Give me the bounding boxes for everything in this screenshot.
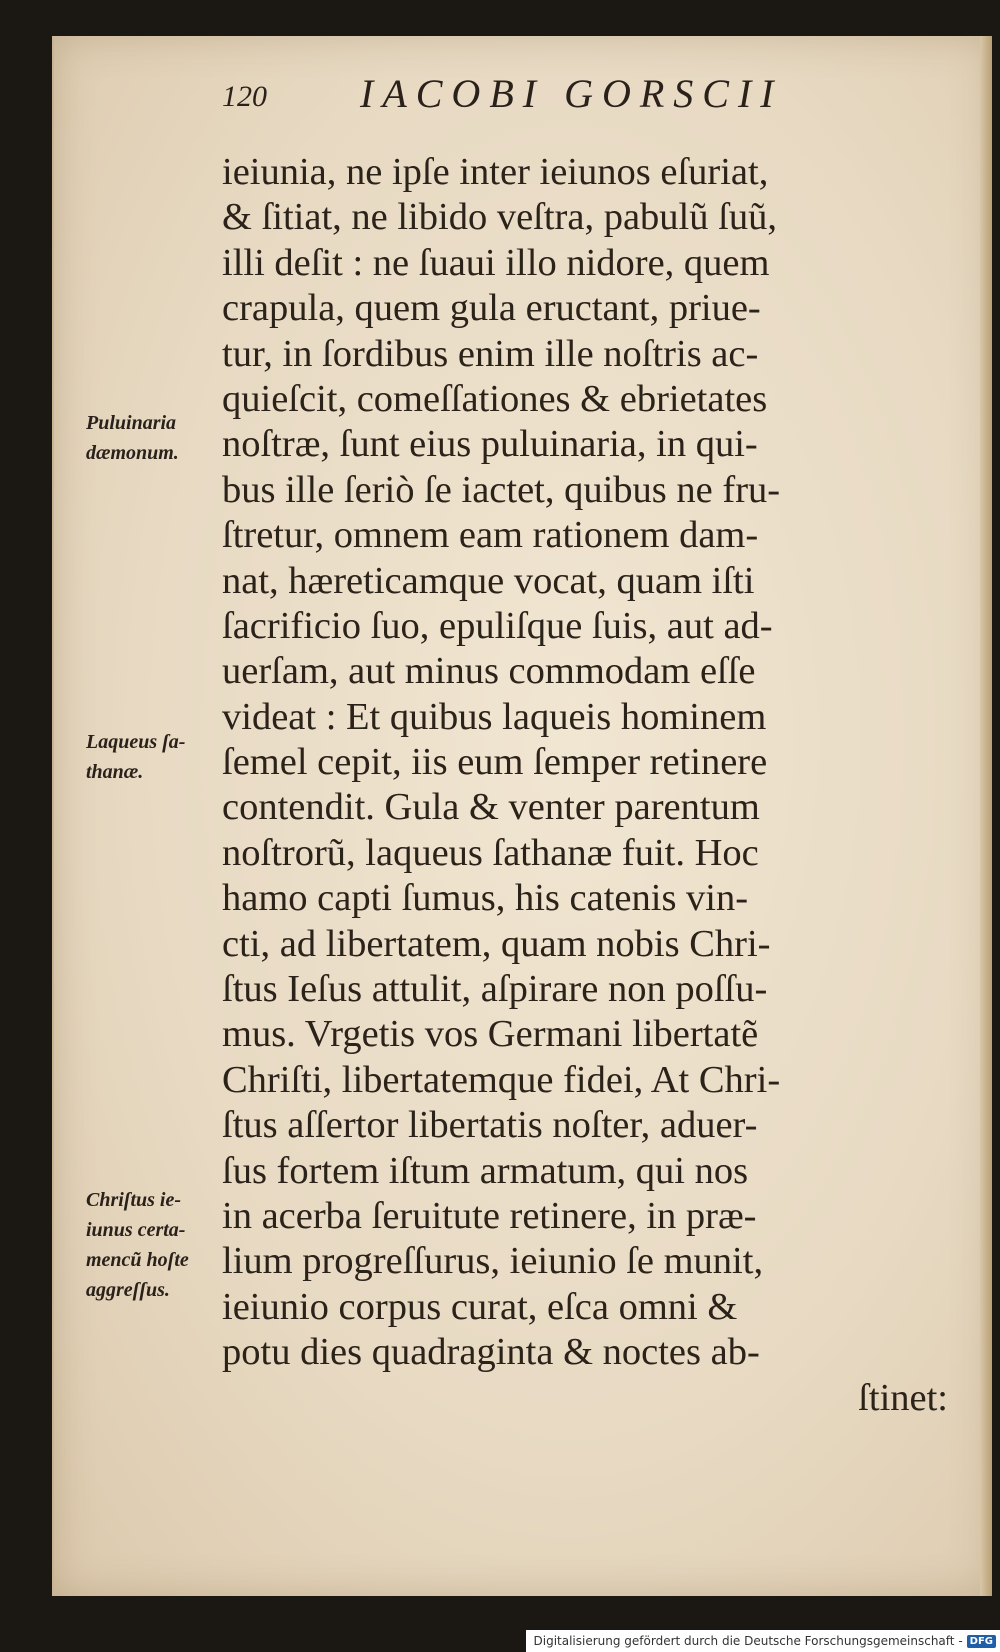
running-head: IACOBI GORSCII (360, 71, 783, 116)
text-line: uerſam, aut minus commodam eſſe (222, 650, 756, 693)
text-line: ieiunia, ne ipſe inter ieiunos eſuriat, (222, 151, 769, 193)
text-line: & ſitiat, ne libido veſtra, pabulũ ſuũ, (222, 196, 777, 239)
text-line: ieiunio corpus curat, eſca omni & (222, 1285, 738, 1328)
text-line: ſtretur, omnem eam rationem dam- (222, 514, 759, 557)
text-line: ſtus aſſertor libertatis noſter, aduer- (222, 1104, 758, 1147)
text-line: in acerba ſeruitute retinere, in præ- (222, 1194, 757, 1237)
text-line: bus ille ſeriò ſe iactet, quibus ne fru- (222, 468, 781, 511)
margin-note-line: aggreſſus. (86, 1279, 170, 1301)
text-line: lium progreſſurus, ieiunio ſe munit, (222, 1240, 764, 1283)
text-line: ſtinet: (858, 1376, 948, 1419)
text-line: hamo capti ſumus, his catenis vin- (222, 877, 749, 920)
margin-note-puluinaria (86, 408, 221, 468)
page-header (222, 66, 922, 126)
margin-note-laqueus (86, 727, 221, 787)
text-line: noſtrorũ, laqueus ſathanæ fuit. Hoc (222, 831, 759, 874)
text-line: tur, in ſordibus enim ille noſtris ac- (222, 332, 759, 375)
text-line: ſacrificio ſuo, epuliſque ſuis, aut ad- (222, 604, 773, 647)
margin-note-line: Chriſtus ie- (86, 1189, 182, 1211)
text-line: mus. Vrgetis vos Germani libertatẽ (222, 1013, 759, 1056)
margin-note-line: thanæ. (86, 761, 144, 783)
margin-note-line: Puluinaria (86, 412, 177, 434)
margin-note-line: dæmonum. (86, 442, 179, 464)
text-line: Chriſti, libertatemque fidei, At Chri- (222, 1058, 781, 1101)
text-line: cti, ad libertatem, quam nobis Chri- (222, 922, 771, 965)
text-line: noſtræ, ſunt eius puluinaria, in qui- (222, 423, 758, 466)
dfg-logo: DFG (967, 1635, 996, 1648)
margin-note-line: iunus certa- (86, 1219, 186, 1241)
body-text (222, 150, 952, 1421)
text-line: ſus fortem iſtum armatum, qui nos (222, 1149, 749, 1192)
text-line: crapula, quem gula eructant, priue- (222, 287, 761, 330)
digitization-footer (526, 1630, 1000, 1652)
text-line: contendit. Gula & venter parentum (222, 786, 760, 829)
page-number: 120 (222, 80, 267, 113)
text-line: nat, hæreticamque vocat, quam iſti (222, 559, 755, 602)
text-line: ſtus Ieſus attulit, aſpirare non poſſu- (222, 968, 768, 1011)
footer-credit: Digitalisierung gefördert durch die Deutsche Forschungsgemeinschaft - (533, 1634, 963, 1648)
margin-note-line: mencũ hoſte (86, 1249, 189, 1271)
text-line: quieſcit, comeſſationes & ebrietates (222, 377, 768, 420)
text-line: illi deſit : ne ſuaui illo nidore, quem (222, 241, 770, 284)
page-spine-edge (980, 36, 992, 1596)
margin-note-line: Laqueus ſa- (86, 731, 186, 753)
text-line: videat : Et quibus laqueis hominem (222, 695, 767, 738)
text-line: ſemel cepit, iis eum ſemper retinere (222, 741, 768, 784)
margin-note-christus (86, 1185, 221, 1305)
text-line: potu dies quadraginta & noctes ab- (222, 1331, 760, 1374)
